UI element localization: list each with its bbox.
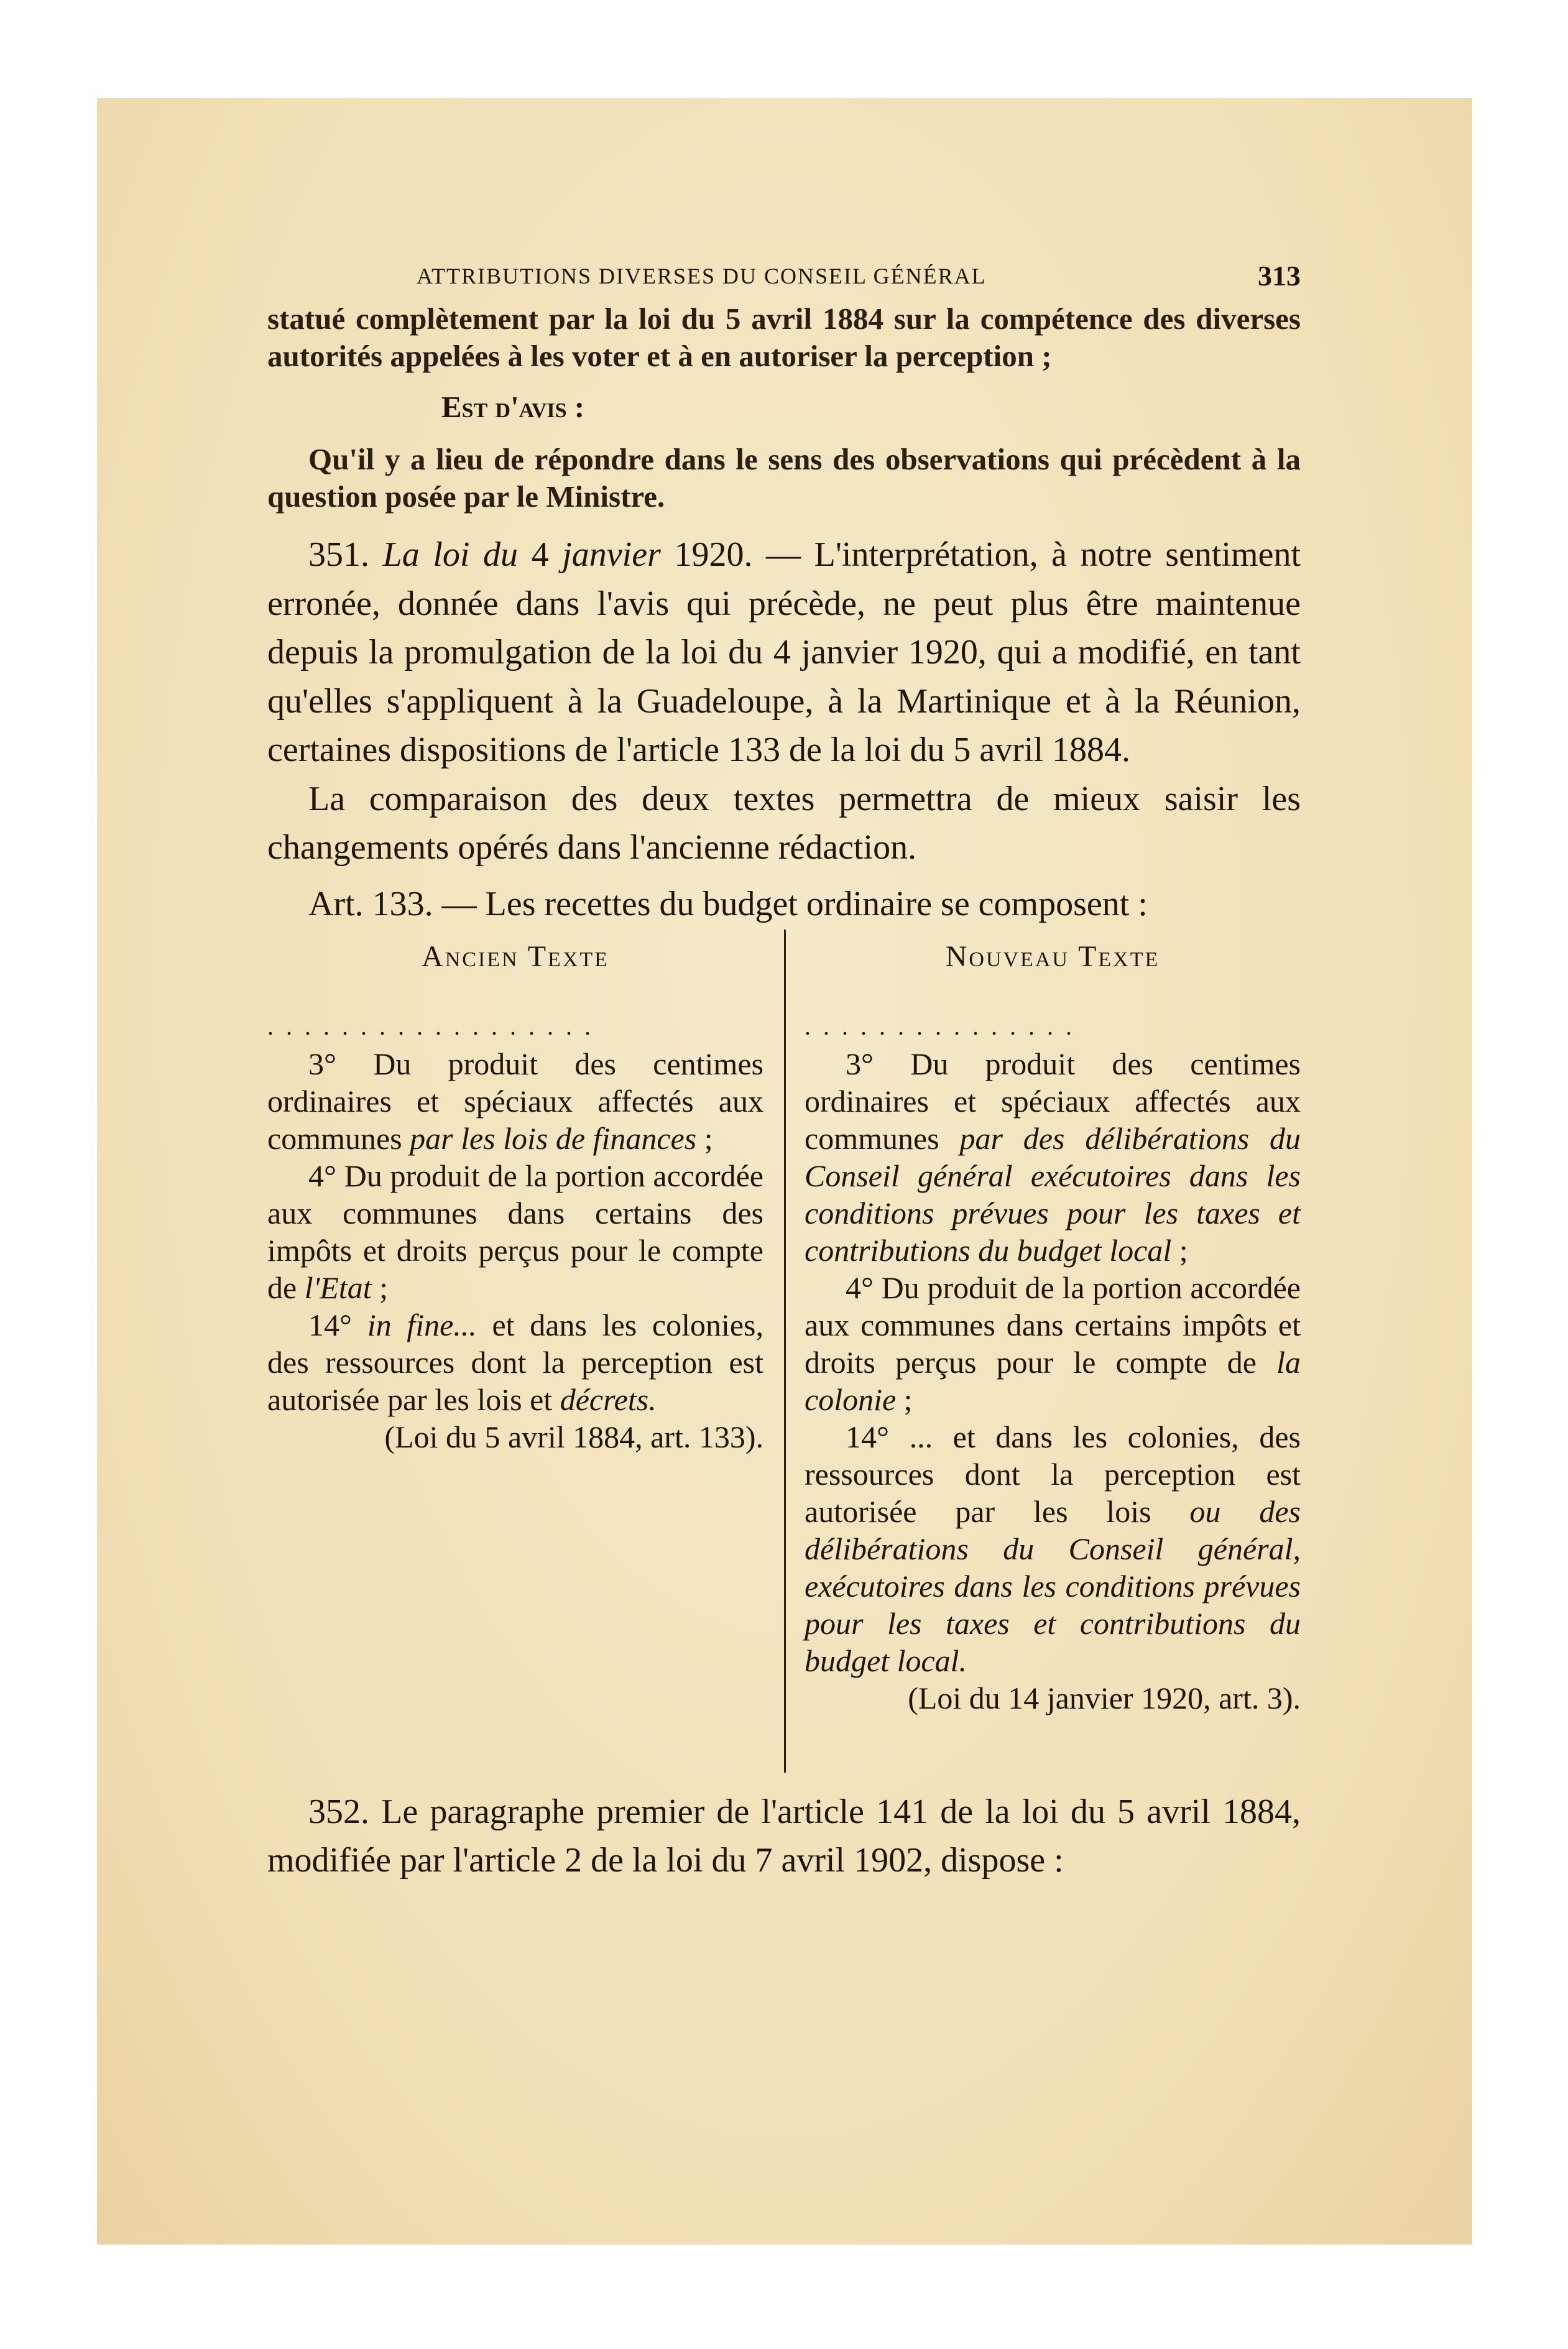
old-item-3-italic: par les lois de finances	[410, 1120, 697, 1156]
article-133-line	[308, 880, 1301, 928]
intro-paragraph: statué complètement par la loi du 5 avril 1884 sur la compétence des diverses autorités appelées à les voter et à en autoriser la perception ;	[267, 302, 1301, 373]
article-label: Art. 133.	[308, 884, 433, 923]
new-citation: (Loi du 14 janvier 1920, art. 3).	[908, 1680, 1301, 1715]
old-item-4-end: ;	[371, 1270, 389, 1305]
conclusion-paragraph: Qu'il y a lieu de répondre dans le sens des observations qui précèdent à la question posée par le Ministre.	[267, 442, 1301, 514]
comparison-columns	[267, 930, 1301, 1773]
new-item-14	[805, 1418, 1301, 1679]
section-351-text: — L'interprétation, à notre sentiment erronée, donnée dans l'avis qui précède, ne peut plus être maintenue depuis la promulgation de la loi du 4 janvier 1920, qui a modifié, en tant qu'elles s'appliquent à la Guadeloupe, à la Martinique et à la Réunion, certaines dispositions de l'article 133 de la loi du 5 avril 1884.	[267, 535, 1301, 769]
old-item-4-italic: l'Etat	[304, 1270, 372, 1305]
new-item-3-text: 3° Du produit des centimes ordinaires et spéciaux affectés aux communes	[805, 1046, 1301, 1156]
old-item-3-end: ;	[696, 1120, 713, 1156]
running-head	[267, 257, 1301, 300]
new-item-3-italic: par des délibérations du Conseil général exécutoires dans les conditions prévues pour les taxes et contributions du budget local	[805, 1120, 1301, 1268]
running-head-title: ATTRIBUTIONS DIVERSES DU CONSEIL GÉNÉRAL	[417, 264, 987, 288]
old-item-3-text: 3° Du produit des centimes ordinaires et spéciaux affectés aux communes	[267, 1046, 763, 1156]
est-avis-heading: Est d'avis :	[441, 390, 585, 424]
old-item-14-italic-2: décrets.	[560, 1382, 657, 1417]
new-item-4	[805, 1269, 1301, 1418]
old-item-14-italic: in fine...	[367, 1307, 477, 1342]
old-text-heading: Ancien Texte	[422, 939, 609, 973]
section-351-paragraph-2: La comparaison des deux textes permettra de mieux saisir les changements opérés dans l'ancienne rédaction.	[267, 779, 1301, 867]
section-351-heading: La loi du	[382, 535, 519, 574]
section-351-paragraph	[267, 530, 1301, 775]
section-351-year: 1920.	[674, 535, 753, 574]
section-351-day: 4	[531, 535, 549, 574]
old-text-column	[267, 930, 763, 1456]
section-351-month: janvier	[562, 535, 661, 574]
page-content	[267, 257, 1301, 1885]
old-item-14	[267, 1306, 763, 1418]
new-text-heading: Nouveau Texte	[945, 939, 1160, 973]
column-divider	[784, 930, 786, 1773]
new-item-3-end: ;	[1171, 1232, 1188, 1268]
old-item-4	[267, 1157, 763, 1306]
old-citation: (Loi du 5 avril 1884, art. 133).	[384, 1419, 763, 1454]
new-item-4-end: ;	[896, 1382, 913, 1417]
ellipsis-dots-right: ...............	[805, 1012, 1084, 1040]
old-item-3	[267, 1045, 763, 1157]
section-351-number: 351.	[308, 535, 369, 574]
new-item-3	[805, 1045, 1301, 1269]
ellipsis-dots: ..................	[267, 1012, 603, 1040]
page-scan	[97, 98, 1472, 2245]
article-text: — Les recettes du budget ordinaire se composent :	[441, 884, 1148, 923]
section-352-paragraph: 352. Le paragraphe premier de l'article 141 de la loi du 5 avril 1884, modifiée par l'article 2 de la loi du 7 avril 1902, dispose :	[267, 1792, 1301, 1880]
new-item-4-italic: la colonie	[805, 1344, 1301, 1417]
old-item-14-mid: et dans les colonies, des ressources dont la perception est autorisée par les lois et	[267, 1307, 763, 1417]
new-item-4-text: 4° Du produit de la portion accordée aux communes dans certains impôts et droits perçus pour le compte de	[805, 1270, 1301, 1380]
new-text-column	[805, 930, 1301, 1717]
old-item-14-text: 14°	[308, 1307, 367, 1342]
old-item-4-text: 4° Du produit de la portion accordée aux communes dans certains des impôts et droits perçus pour le compte de	[267, 1158, 763, 1305]
new-item-14-text: 14° ... et dans les colonies, des ressources dont la perception est autorisée par les lois	[805, 1419, 1301, 1529]
new-item-14-italic: ou des délibérations du Conseil général, exécutoires dans les conditions prévues pour les taxes et contributions du budget local.	[805, 1493, 1301, 1678]
page-number: 313	[1258, 260, 1301, 292]
